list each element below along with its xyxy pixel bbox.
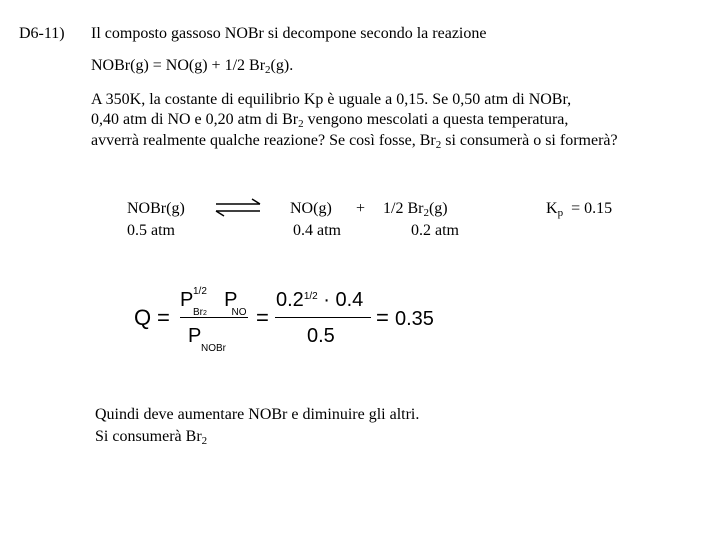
formula-p1-sup: 1/2 [193, 286, 207, 297]
product-br2-text: 1/2 Br [383, 200, 424, 217]
formula-p-no [219, 289, 247, 318]
formula-p2: P [224, 289, 238, 311]
formula-p1-sub-text: Br [193, 307, 203, 318]
formula-num-base: 0.2 [276, 289, 304, 311]
product-no-pressure: 0.4 atm [293, 222, 341, 239]
fraction-bar-1 [180, 317, 248, 318]
formula-equals-2: = [256, 305, 269, 330]
formula-numerator-symbolic [180, 286, 247, 318]
formula-result: 0.35 [395, 308, 434, 330]
formula-num-sup: 1/2 [303, 291, 318, 302]
conclusion-line-2-sub: 2 [201, 435, 208, 447]
reactant-pressure: 0.5 atm [127, 222, 175, 239]
statement-line-2-a: 0,40 atm di NO e 0,20 atm di Br [91, 111, 299, 128]
formula-q: Q [134, 305, 152, 330]
statement-line-3-b: si consumerà o si formerà? [441, 132, 618, 149]
formula-den-p: P [188, 325, 202, 347]
reaction-equation [91, 56, 293, 76]
formula-p-br2 [180, 286, 207, 318]
fraction-bar-2 [275, 317, 371, 318]
plus-sign: + [356, 200, 366, 217]
statement-line-2-sub: 2 [298, 118, 304, 130]
formula-p1: P [180, 289, 193, 311]
conclusion-line-2 [95, 427, 207, 447]
formula-p1-subsub: 2 [203, 310, 207, 317]
statement-line-2 [91, 110, 568, 130]
formula-denominator-symbolic [188, 325, 226, 354]
formula-den-sub: NOBr [201, 343, 226, 354]
product-br2-sub: 2 [423, 207, 429, 219]
product-no: NO(g) [290, 200, 332, 217]
formula-p-nobr [188, 325, 226, 354]
formula-p1-sub [193, 302, 207, 325]
statement-line-3 [91, 131, 618, 151]
statement-line-1: A 350K, la costante di equilibrio Kp è uguale a 0,15. Se 0,50 atm di NOBr, [91, 91, 572, 108]
kp-value [546, 199, 612, 219]
formula-denominator-value: 0.5 [307, 325, 335, 347]
equilibrium-arrows-icon [214, 198, 262, 218]
problem-intro: Il composto gassoso NOBr si decompone secondo la reazione [91, 25, 487, 42]
formula-equals-1: = [157, 305, 170, 330]
problem-label: D6-11) [19, 25, 65, 42]
formula-num-tail: · 0.4 [317, 289, 364, 311]
statement-line-3-a: avverrà realmente qualche reazione? Se così fosse, Br [91, 132, 436, 149]
reactant-formula: NOBr(g) [127, 200, 185, 217]
product-br2-tail: (g) [428, 200, 448, 217]
reaction-tail: (g). [270, 57, 294, 74]
formula-p2-sub: NO [231, 307, 247, 318]
kp-sub: p [557, 207, 564, 219]
formula-numerator-values [276, 289, 363, 311]
reaction-text: NOBr(g) = NO(g) + 1/2 Br [91, 57, 266, 74]
kp-label: K [546, 200, 558, 217]
formula-equals-3: = [376, 305, 389, 330]
reaction-sub: 2 [265, 64, 271, 76]
kp-number: = 0.15 [571, 200, 613, 217]
statement-line-3-sub: 2 [435, 139, 442, 151]
product-br2 [383, 199, 448, 219]
statement-line-2-b: vengono mescolati a questa temperatura, [303, 111, 569, 128]
conclusion-line-2-text: Si consumerà Br [95, 428, 202, 445]
product-br2-pressure: 0.2 atm [411, 222, 459, 239]
conclusion-line-1: Quindi deve aumentare NOBr e diminuire gli altri. [95, 406, 420, 423]
